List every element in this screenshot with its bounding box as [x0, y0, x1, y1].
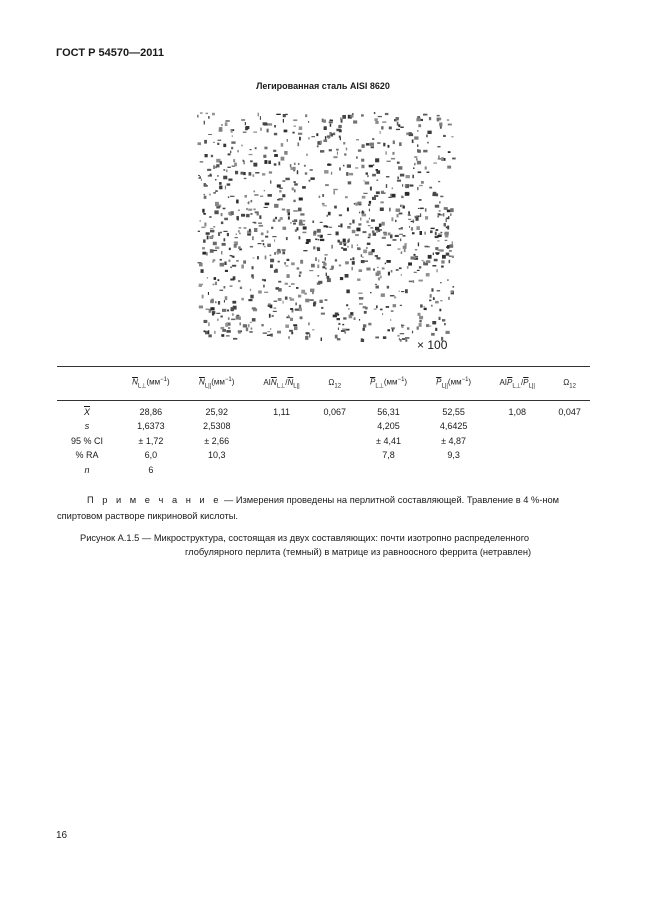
table-cell: 56,31 — [377, 407, 400, 417]
note-label: П р и м е ч а н и е — [87, 495, 222, 505]
table-cell — [355, 463, 422, 478]
table-cell — [314, 448, 355, 463]
header-nl-par: $\overline{N}_{L||}(мм^{-1})$ — [185, 367, 249, 401]
caption-line-1: Рисунок А.1.5 — Микроструктура, состоящая из двух составляющих: почти изотропно распределенного — [80, 533, 530, 543]
table-header-row — [57, 367, 590, 401]
table-cell: 1,08 — [508, 407, 526, 417]
header-ai-p: $AI\overline{P}_{L\perp}/\overline{P}_{L||}$ — [485, 367, 549, 401]
table-cell: 6 — [148, 464, 154, 475]
table-row — [57, 419, 590, 434]
table-cell — [422, 463, 485, 478]
table-cell: 2,5308 — [202, 421, 231, 432]
table-cell — [249, 448, 315, 463]
table-cell: 10,3 — [207, 450, 226, 461]
table-cell — [485, 434, 549, 449]
header-blank — [57, 367, 117, 401]
micrograph-image — [197, 112, 457, 344]
table-row — [57, 463, 590, 478]
table-cell — [314, 419, 355, 434]
table-cell: ± 2,66 — [204, 435, 230, 446]
table-cell — [485, 419, 549, 434]
header-pl-perp: $\overline{P}_{L\perp}(мм^{-1})$ — [355, 367, 422, 401]
table-cell: 0,067 — [323, 407, 346, 417]
table-cell — [485, 448, 549, 463]
figure-caption — [80, 531, 590, 559]
table-cell: 6,0 — [144, 450, 158, 461]
table-row — [57, 448, 590, 463]
table-row — [57, 434, 590, 449]
table-cell: ± 1,72 — [138, 435, 164, 446]
table-cell — [314, 434, 355, 449]
table-cell: 9,3 — [447, 450, 460, 461]
header-omega-1: $\Omega_{12}$ — [314, 367, 355, 401]
table-cell: ± 4,87 — [441, 435, 467, 446]
header-pl-par: $\overline{P}_{L||}(мм^{-1})$ — [422, 367, 485, 401]
table-cell: 25,92 — [205, 407, 228, 417]
table-cell — [485, 463, 549, 478]
table-cell — [549, 419, 590, 434]
row-label: n — [84, 464, 90, 475]
table-cell: 1,11 — [273, 407, 290, 417]
table-cell: 1,6373 — [137, 421, 165, 432]
note-text: — Измерения проведены на перлитной составляющей. Травление в 4 %-ном спиртовом растворе пикриновой кислоты. — [57, 495, 560, 521]
table-cell — [249, 419, 315, 434]
table-cell — [185, 463, 249, 478]
note — [57, 492, 595, 524]
table-cell — [549, 463, 590, 478]
header-ai-n: $AI\overline{N}_{L\perp}/\overline{N}_{L||}$ — [249, 367, 315, 401]
page-number: 16 — [56, 830, 68, 841]
table-cell: 28,86 — [139, 407, 163, 417]
table-cell — [249, 463, 315, 478]
magnification-label: × 100 — [417, 338, 448, 352]
table-cell — [249, 434, 315, 449]
table-row — [57, 401, 590, 420]
row-label: % RA — [75, 450, 99, 461]
table-cell: 4,6425 — [439, 421, 468, 432]
figure-title: Легированная сталь AISI 8620 — [256, 81, 390, 91]
table-cell — [314, 463, 355, 478]
document-code: ГОСТ Р 54570—2011 — [56, 47, 164, 59]
table-cell — [549, 448, 590, 463]
row-label: $\overline{X}$ — [83, 407, 90, 417]
row-label: s — [84, 421, 90, 432]
table-cell: 0,047 — [558, 407, 581, 417]
table-cell: ± 4,41 — [376, 435, 402, 446]
header-nl-perp: $\overline{N}_{L\perp}(мм^{-1})$ — [117, 367, 185, 401]
table-cell: 7,8 — [382, 450, 395, 461]
row-label: 95 % CI — [70, 435, 103, 446]
table-cell: 52,55 — [442, 407, 465, 417]
header-omega-2: $\Omega_{12}$ — [549, 367, 590, 401]
table-cell — [549, 434, 590, 449]
caption-line-2: глобулярного перлита (темный) в матрице из равноосного феррита (нетравлен) — [185, 547, 532, 557]
table-cell: 4,205 — [377, 421, 400, 432]
statistics-table — [57, 366, 590, 477]
